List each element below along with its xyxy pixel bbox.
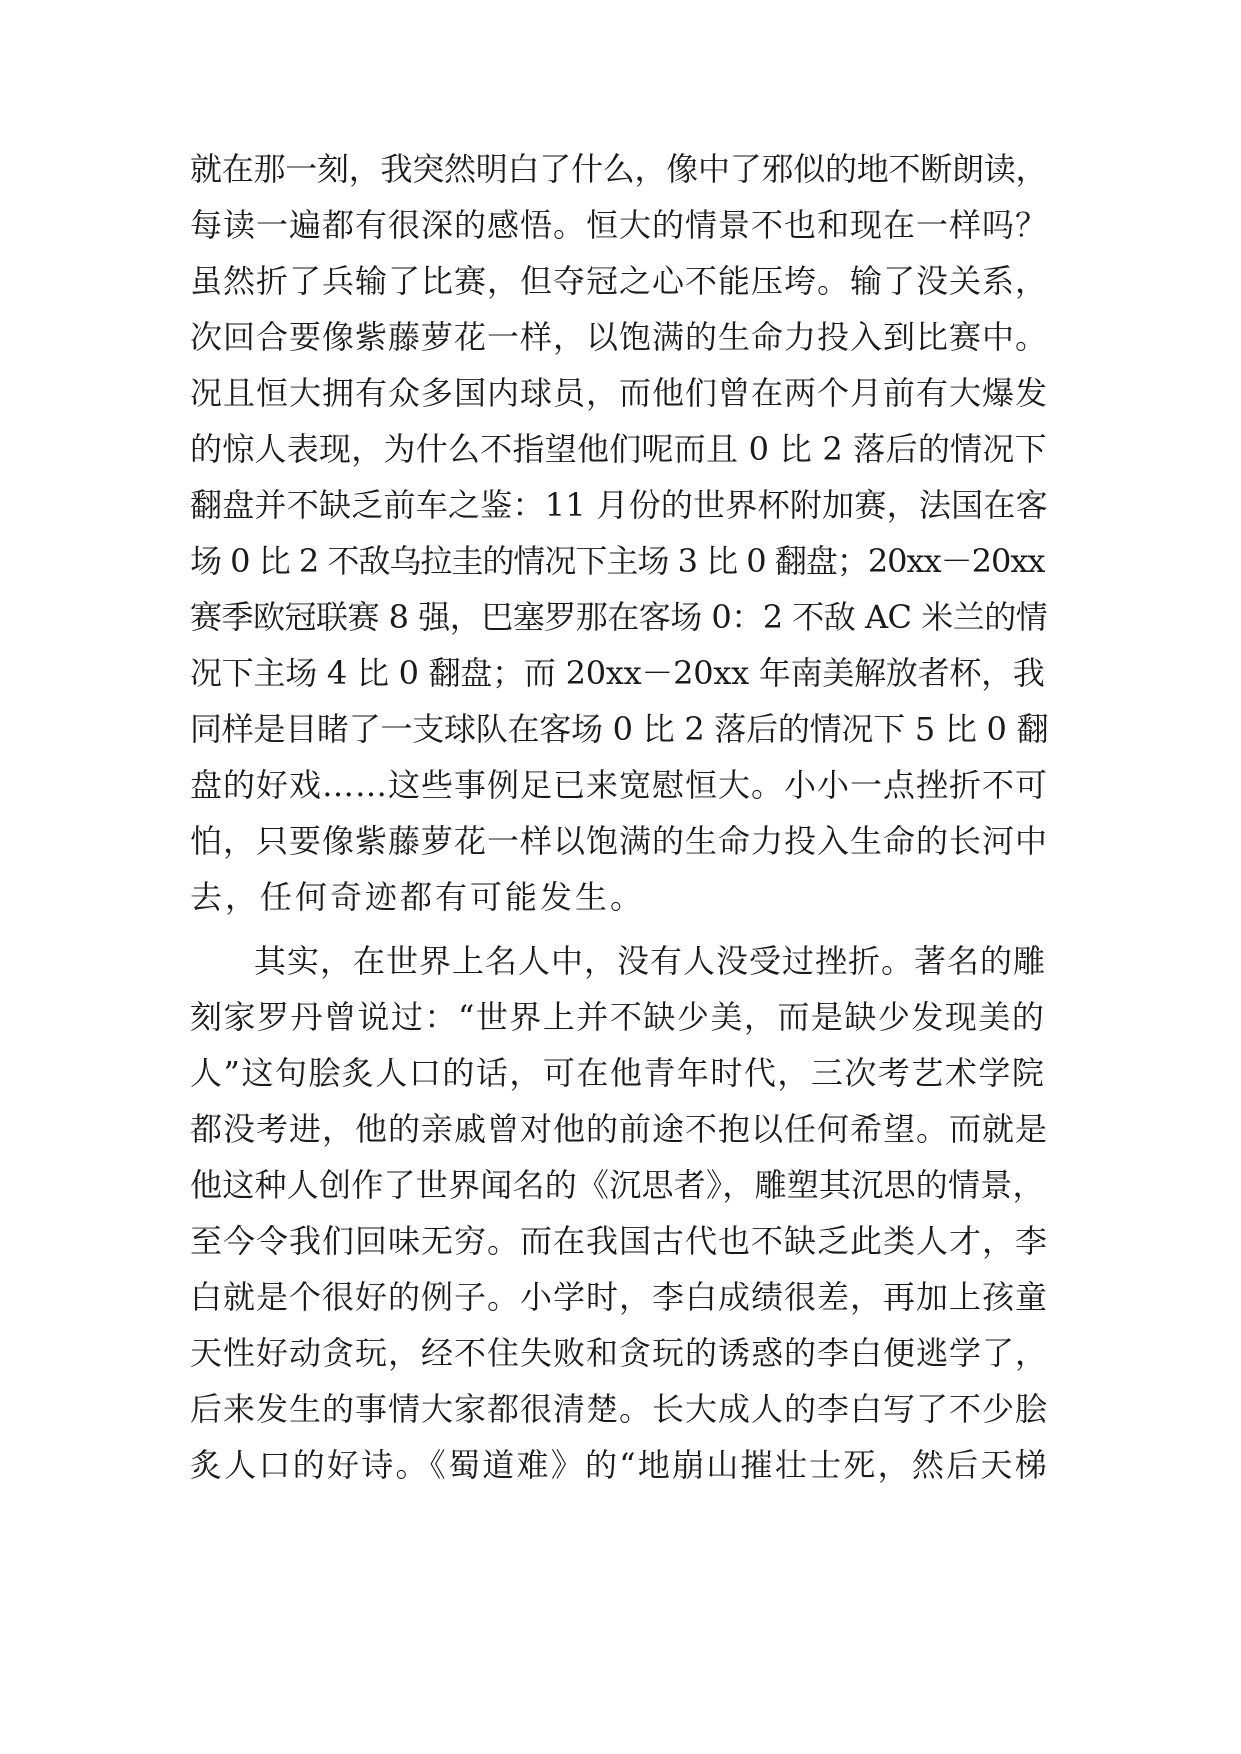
- paragraph-1-line-3: 虽然折了兵输了比赛，但夺冠之心不能压垮。输了没关系，: [190, 262, 1049, 300]
- paragraph-1-line-7: 翻盘并不缺乏前车之鉴：11 月份的世界杯附加赛，法国在客: [190, 486, 1048, 524]
- paragraph-1-line-4: 次回合要像紫藤萝花一样，以饱满的生命力投入到比赛中。: [190, 318, 1049, 356]
- paragraph-2-line-4: 都没考进，他的亲戚曾对他的前途不抱以任何希望。而就是: [190, 1110, 1049, 1148]
- paragraph-2-line-7: 白就是个很好的例子。小学时，李白成绩很差，再加上孩童: [190, 1278, 1049, 1316]
- paragraph-2-line-1: 其实，在世界上名人中，没有人没受过挫折。著名的雕: [254, 942, 1047, 980]
- paragraph-2-line-2: 刻家罗丹曾说过：“世界上并不缺少美，而是缺少发现美的: [190, 998, 1046, 1036]
- paragraph-1-line-8: 场 0 比 2 不敌乌拉圭的情况下主场 3 比 0 翻盘；20xx－20xx: [190, 542, 1045, 580]
- paragraph-1-line-10: 况下主场 4 比 0 翻盘；而 20xx－20xx 年南美解放者杯，我: [190, 654, 1045, 692]
- paragraph-1-line-6: 的惊人表现，为什么不指望他们呢而且 0 比 2 落后的情况下: [190, 430, 1047, 468]
- paragraph-1-line-5: 况且恒大拥有众多国内球员，而他们曾在两个月前有大爆发: [190, 374, 1049, 412]
- paragraph-1-line-2: 每读一遍都有很深的感悟。恒大的情景不也和现在一样吗？: [190, 206, 1049, 244]
- paragraph-1-line-1: 就在那一刻，我突然明白了什么，像中了邪似的地不断朗读，: [190, 150, 1048, 188]
- paragraph-1-line-13: 怕，只要像紫藤萝花一样以饱满的生命力投入生命的长河中: [190, 822, 1049, 860]
- paragraph-1-line-14: 去，任何奇迹都有可能发生。: [190, 878, 646, 916]
- paragraph-2-line-9: 后来发生的事情大家都很清楚。长大成人的李白写了不少脍: [190, 1390, 1049, 1428]
- paragraph-2-line-10: 炙人口的好诗。《蜀道难》的“地崩山摧壮士死，然后天梯: [190, 1446, 1049, 1484]
- paragraph-1-line-9: 赛季欧冠联赛 8 强，巴塞罗那在客场 0：2 不敌 AC 米兰的情: [190, 598, 1048, 636]
- paragraph-2-line-6: 至今令我们回味无穷。而在我国古代也不缺乏此类人才，李: [190, 1222, 1049, 1260]
- paragraph-2-line-8: 天性好动贪玩，经不住失败和贪玩的诱惑的李白便逃学了，: [190, 1334, 1049, 1372]
- paragraph-1-line-12: 盘的好戏……这些事例足已来宽慰恒大。小小一点挫折不可: [190, 766, 1049, 804]
- paragraph-1-line-11: 同样是目睹了一支球队在客场 0 比 2 落后的情况下 5 比 0 翻: [190, 710, 1049, 748]
- paragraph-2-line-5: 他这种人创作了世界闻名的《沉思者》，雕塑其沉思的情景，: [190, 1166, 1045, 1204]
- paragraph-2-line-3: 人”这句脍炙人口的话，可在他青年时代，三次考艺术学院: [190, 1054, 1046, 1092]
